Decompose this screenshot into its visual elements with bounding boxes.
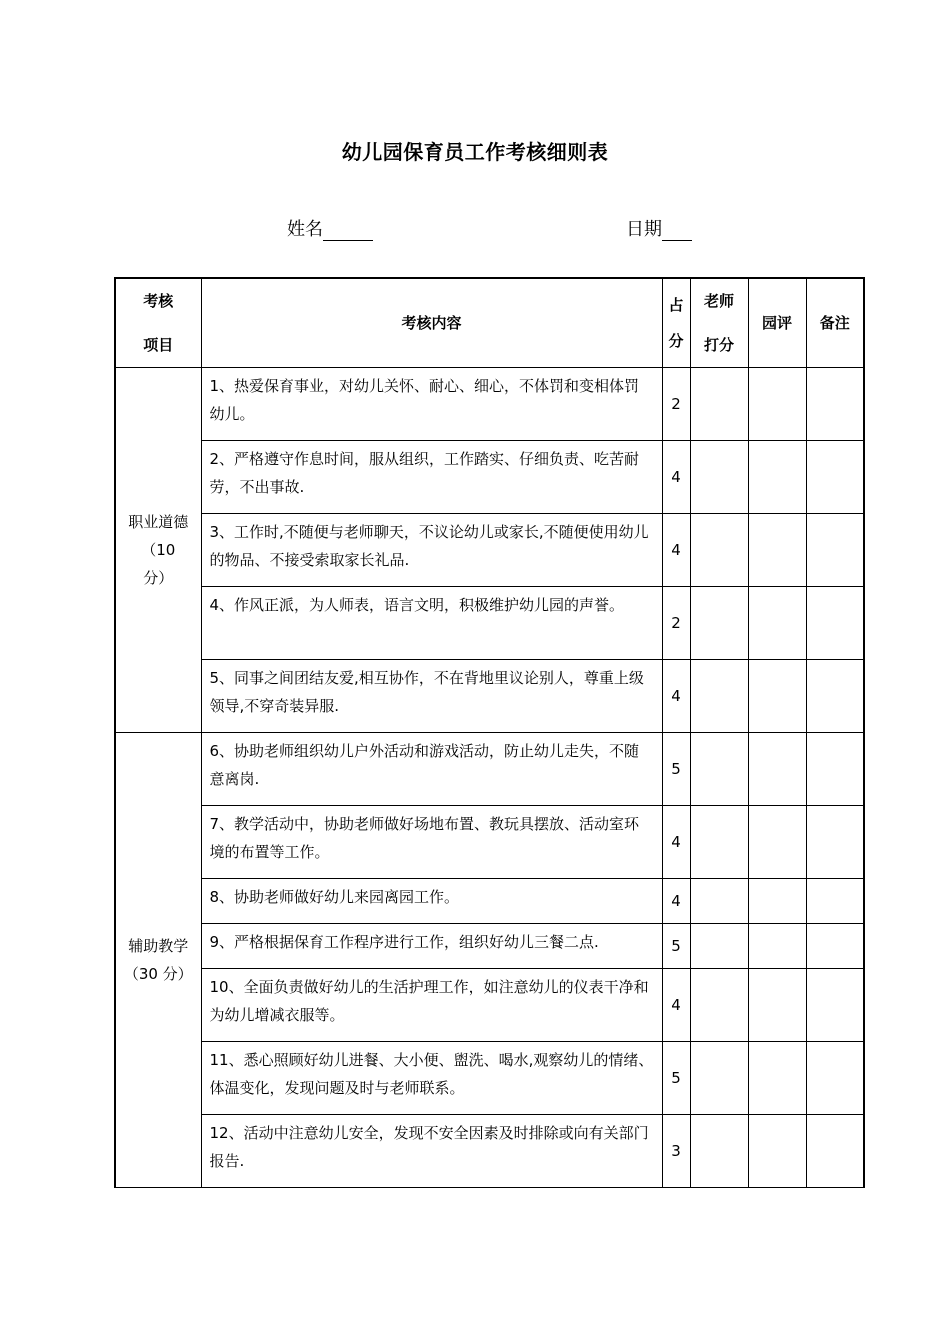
document-title: 幼儿园保育员工作考核细则表 [341,140,609,164]
item-points: 4 [662,969,690,1042]
item-content: 9、严格根据保育工作程序进行工作，组织好幼儿三餐二点. [201,924,662,969]
remarks-cell[interactable] [806,969,864,1042]
table-row [115,969,864,1042]
name-label: 姓名 [287,219,323,240]
assessment-table [114,277,865,1188]
school-review-cell[interactable] [748,660,806,733]
item-points: 5 [662,924,690,969]
school-review-cell[interactable] [748,733,806,806]
school-review-cell[interactable] [748,806,806,879]
remarks-cell[interactable] [806,587,864,660]
item-points: 4 [662,660,690,733]
name-blank-line [323,220,373,241]
item-content: 8、协助老师做好幼儿来园离园工作。 [201,879,662,924]
table-row [115,1042,864,1115]
table-row [115,733,864,806]
item-content: 7、教学活动中，协助老师做好场地布置、教玩具摆放、活动室环境的布置等工作。 [201,806,662,879]
table-row [115,1115,864,1188]
header-content: 考核内容 [201,278,662,368]
remarks-cell[interactable] [806,733,864,806]
item-points: 4 [662,514,690,587]
item-content: 3、工作时,不随便与老师聊天，不议论幼儿或家长,不随便使用幼儿的物品、不接受索取家长礼品. [201,514,662,587]
item-content: 2、严格遵守作息时间，服从组织，工作踏实、仔细负责、吃苦耐劳，不出事故. [201,441,662,514]
remarks-cell[interactable] [806,660,864,733]
teacher-score-cell[interactable] [690,1115,748,1188]
teacher-score-cell[interactable] [690,368,748,441]
item-content: 4、作风正派，为人师表，语言文明，积极维护幼儿园的声誉。 [201,587,662,660]
date-label: 日期 [626,219,662,240]
item-points: 2 [662,587,690,660]
table-row [115,879,864,924]
table-row [115,924,864,969]
teacher-score-cell[interactable] [690,587,748,660]
school-review-cell[interactable] [748,368,806,441]
category-ethics: 职业道德 （10 分） [115,368,201,733]
item-points: 2 [662,368,690,441]
header-school-review: 园评 [748,278,806,368]
header-points: 占 分 [662,278,690,368]
date-blank-line [662,220,692,241]
header-row [115,278,864,368]
remarks-cell[interactable] [806,1042,864,1115]
header-remarks: 备注 [806,278,864,368]
item-content: 6、协助老师组织幼儿户外活动和游戏活动，防止幼儿走失，不随意离岗. [201,733,662,806]
teacher-score-cell[interactable] [690,514,748,587]
teacher-score-cell[interactable] [690,879,748,924]
item-points: 5 [662,733,690,806]
item-points: 4 [662,806,690,879]
teacher-score-cell[interactable] [690,1042,748,1115]
remarks-cell[interactable] [806,441,864,514]
table-row [115,441,864,514]
remarks-cell[interactable] [806,1115,864,1188]
teacher-score-cell[interactable] [690,806,748,879]
item-content: 5、同事之间团结友爱,相互协作，不在背地里议论别人，尊重上级领导,不穿奇装异服. [201,660,662,733]
teacher-score-cell[interactable] [690,441,748,514]
date-field [626,215,692,241]
school-review-cell[interactable] [748,514,806,587]
table-row [115,514,864,587]
item-points: 4 [662,441,690,514]
teacher-score-cell[interactable] [690,660,748,733]
table-row [115,660,864,733]
item-content: 11、悉心照顾好幼儿进餐、大小便、盥洗、喝水,观察幼儿的情绪、体温变化，发现问题及时与老师联系。 [201,1042,662,1115]
remarks-cell[interactable] [806,368,864,441]
item-points: 4 [662,879,690,924]
school-review-cell[interactable] [748,1042,806,1115]
name-field [287,215,373,241]
item-content: 1、热爱保育事业，对幼儿关怀、耐心、细心，不体罚和变相体罚幼儿。 [201,368,662,441]
school-review-cell[interactable] [748,879,806,924]
teacher-score-cell[interactable] [690,733,748,806]
remarks-cell[interactable] [806,879,864,924]
table-row [115,368,864,441]
school-review-cell[interactable] [748,587,806,660]
table-row [115,806,864,879]
school-review-cell[interactable] [748,969,806,1042]
item-points: 5 [662,1042,690,1115]
category-teaching-assist: 辅助教学 （30 分） [115,733,201,1188]
header-category: 考核 项目 [115,278,201,368]
remarks-cell[interactable] [806,924,864,969]
teacher-score-cell[interactable] [690,969,748,1042]
school-review-cell[interactable] [748,924,806,969]
item-content: 12、活动中注意幼儿安全，发现不安全因素及时排除或向有关部门报告. [201,1115,662,1188]
school-review-cell[interactable] [748,441,806,514]
header-teacher-score: 老师 打分 [690,278,748,368]
item-content: 10、全面负责做好幼儿的生活护理工作，如注意幼儿的仪表干净和为幼儿增减衣服等。 [201,969,662,1042]
table-row [115,587,864,660]
teacher-score-cell[interactable] [690,924,748,969]
school-review-cell[interactable] [748,1115,806,1188]
remarks-cell[interactable] [806,514,864,587]
remarks-cell[interactable] [806,806,864,879]
item-points: 3 [662,1115,690,1188]
